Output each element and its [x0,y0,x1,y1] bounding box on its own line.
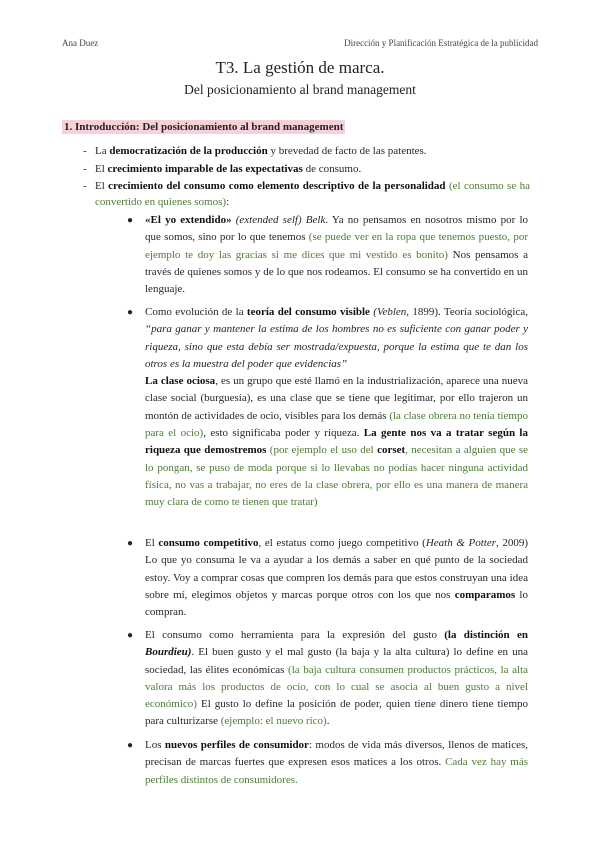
bullet-bold: consumo competitivo [158,537,259,549]
dash-text: La [95,145,110,157]
header-author: Ana Duez [62,38,99,48]
dash-text: El [95,163,108,175]
bullet-text: El consumo como herramienta para la expresión del gusto [145,629,445,641]
bullet-note: , necesitan a alguien que se lo pongan, se puso de moda porque si lo llevabas no podías hacer ninguna actividad física, no vas a trabajar, no eres de la clase obrera, por ello es una manera de manera muy clara de como te tienen que tratar) [145,444,528,509]
bullet-bold: teoría del consumo visible [246,306,370,318]
section-heading: 1. Introducción: Del posicionamiento al brand management [64,121,344,133]
document-title: T3. La gestión de marca. [215,58,385,77]
dash-item [83,143,530,159]
dash-text: de consumo. [302,163,362,175]
bullet-item [127,304,528,512]
dash-bold: crecimiento del consumo como elemento descriptivo de la personalidad [108,180,446,192]
bullet-bold: La clase ociosa [145,375,216,388]
header-course: Dirección y Planificación Estratégica de la publicidad [344,38,538,48]
bullet-item [127,627,529,731]
bullet-text: El [145,537,159,549]
dash-marker: - [83,163,87,175]
bullet-text: . El buen gusto y el mal gusto (la baja y la alta cultura) lo define en una sociedad, las élites económicas [145,646,528,676]
bullet-italic: (Veblen [369,306,407,318]
bullet-item [127,737,529,789]
bullet-note: (se puede ver en la ropa que tenemos puesto, por ejemplo te doy las gracias si me dices que mi vestido es bonito) [145,231,528,261]
bullet-text: , 1899). Teoría sociológica, [406,306,528,318]
dash-bold: democratización de la producción [109,145,268,157]
bullet-quote: “para ganar y mantener la estima de los hombres no es suficiente con ganar poder y riqueza, sino que esta debía ser mostrada/expuesta, porque la estima que te dan los otros es la muestra del poder que evidencias” [145,323,528,370]
dash-marker: - [83,180,87,192]
bullet-text: Nos pensamos a través de quienes somos y de lo que nos rodeamos. El consumo se ha convertido en un lenguaje. [145,248,528,296]
bullet-italic: (extended self) [231,214,306,226]
bullet-marker: ● [127,307,134,318]
bullet-bold: (la distinción en [444,629,528,641]
bullet-bold: corset [377,444,406,457]
dash-marker: - [83,145,87,157]
bullet-text: Como evolución de la [145,306,247,318]
document-subtitle: Del posicionamiento al brand management [184,82,416,97]
bullet-text: El gusto lo define la posición de poder, quien tiene dinero tiene tiempo para culturizarse [145,698,528,728]
bullet-text: . [326,715,330,728]
bullet-text: : modos de vida más diversos, llenos de matices, precisan de marcas fuertes que expresen esos matices a los otros. [145,739,529,769]
bullet-note: (la clase obrera no tenía tiempo para el ocio) [145,409,528,440]
bullet-marker: ● [127,740,134,751]
bullet-text: , el estatus como juego competitivo ( [258,537,426,549]
bullet-italic: Heath & Potter [425,537,496,549]
bullet-item [127,535,528,621]
bullet-text: lo compran. [145,588,528,619]
bullet-text: , esto significaba poder y riqueza. [203,427,364,440]
bullet-text: . Ya no pensamos en nosotros mismo por lo que somos, sino por lo que tenemos [145,214,529,244]
dash-bold: crecimiento imparable de las expectativas [107,163,303,175]
bullet-note: (la baja cultura consumen productos prácticos, la alta valora más los productos de ocio, con lo cual se asocia al buen gusto a nivel económico) [145,663,529,711]
bullet-note: (por ejemplo el uso del [266,444,378,457]
bullet-bold: comparamos [454,588,516,601]
bullet-bold: «El yo extendido» [145,214,232,226]
bullet-text: , es un grupo que esté llamó en la industrialización, aparece una nueva clase social (burguesía), es una clase que se tiene que legitimar, por ello trajeron un montón de actividades de ocio, visibles para los demás [145,375,528,422]
bullet-text: , 2009) Lo que yo consuma le va a ayudar a los demás a saber en qué punto de la sociedad estoy. Voy a comprar cosas que compren los demás para que estos construyan una idea sobre mí, elegimos objetos y marcas porque otros con los que nos [145,537,528,601]
bullet-text: Los [145,739,165,751]
dash-text: El [95,180,109,192]
dash-item [83,161,530,177]
bullet-marker: ● [127,630,134,641]
bullet-marker: ● [127,538,134,549]
bullet-italic: Belk [305,214,326,226]
bullet-item [127,212,529,298]
bullet-marker: ● [127,215,134,226]
dash-text: : [226,196,230,208]
bullet-note: Cada vez hay más perfiles distintos de consumidores. [145,756,528,786]
dash-text: y brevedad de facto de las patentes. [267,145,427,157]
bullet-bold: nuevos perfiles de consumidor [164,739,309,751]
dash-note: (el consumo se ha convertido en quienes somos) [95,180,530,208]
bullet-note: (ejemplo: el nuevo rico) [220,715,327,728]
bullet-bold: La gente nos va a tratar según la riqueza que demostremos [145,427,528,457]
dash-item [83,178,530,210]
bullet-bold-italic: Bourdieu) [145,646,192,659]
